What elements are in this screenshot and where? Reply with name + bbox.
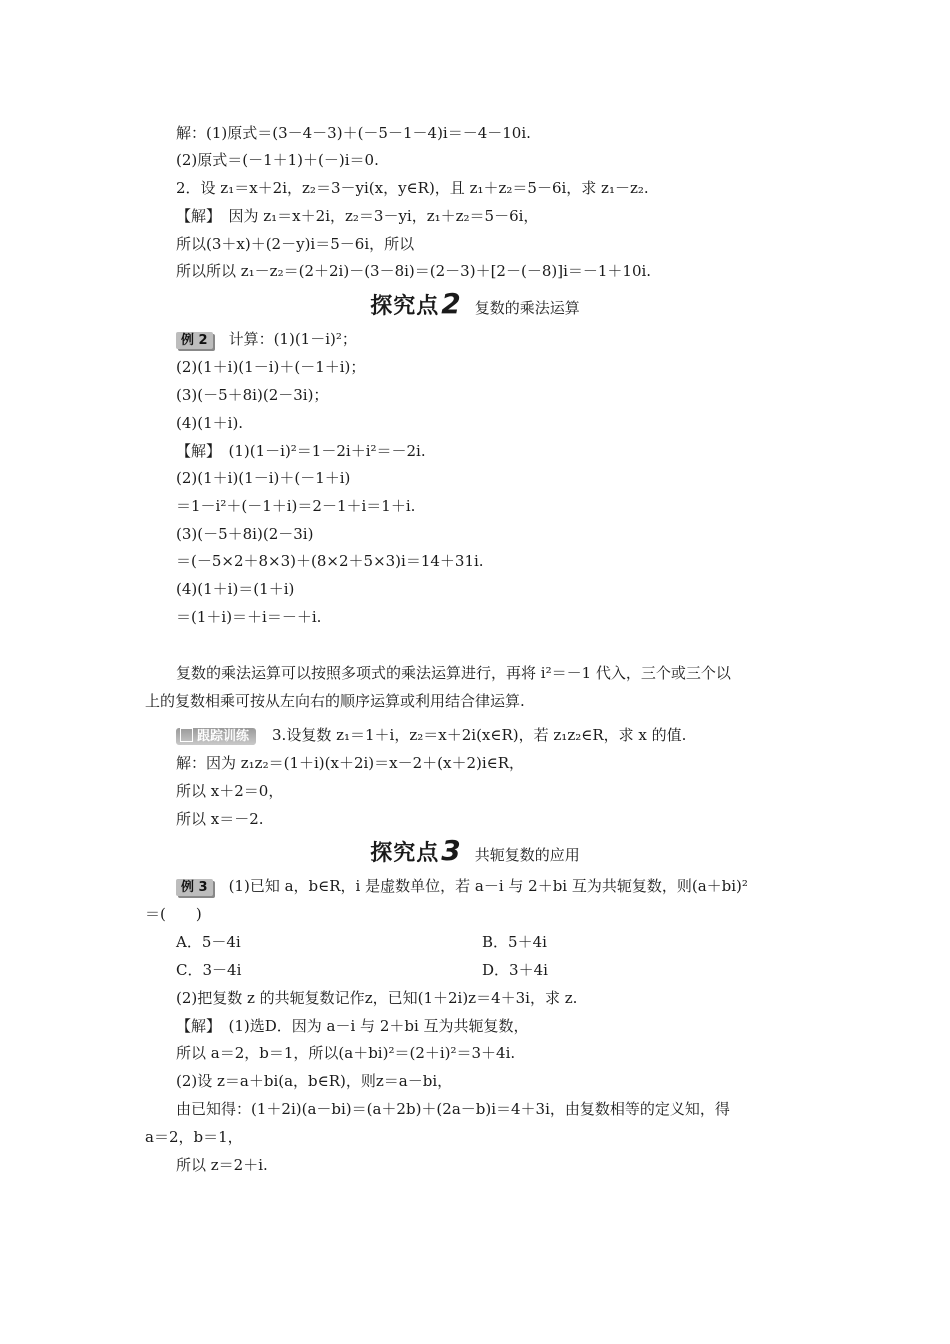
exercise-text: 3.设复数 z₁＝1＋i，z₂＝x＋2i(x∈R)，若 z₁z₂∈R，求 x 的值. [272,726,687,744]
method-note: 复数的乘法运算可以按照多项式的乘法运算进行，再将 i²＝－1 代入，三个或三个以 [176,664,731,682]
solution-line: 所以所以 z₁－z₂＝(2＋2i)－(3－8i)＝(2－3)＋[2－(－8)]i＝－1＋10i. [176,262,652,280]
method-note: 上的复数相乘可按从左向右的顺序运算或利用结合律运算. [145,692,525,710]
section-title: 探究点 [370,294,440,319]
option-d: D．3＋4i [482,961,548,979]
solution-line: ＝(1＋i)＝＋i＝－＋i. [176,608,322,626]
solution-line: (4)(1＋i)＝(1＋i) [176,580,295,598]
solution-line: (2)设 z＝a＋bi(a，b∈R)，则z＝a－bi， [176,1072,453,1090]
section-subtitle: 共轭复数的应用 [474,846,580,864]
section-subtitle: 复数的乘法运算 [474,299,580,317]
notebook-icon [180,728,193,742]
section-number: 2 [441,287,461,320]
question-line: (4)(1＋i). [176,414,244,432]
solution-line: (2)(1＋i)(1－i)＋(－1＋i) [176,469,351,487]
question-line: ＝( ) [145,905,202,923]
question-text: (1)已知 a，b∈R，i 是虚数单位，若 a－i 与 2＋bi 互为共轭复数，则(a＋bi)² [228,877,748,895]
solution-line: (2)原式＝(－1＋1)＋(－)i＝0. [176,151,379,169]
solution-line: 所以 a＝2，b＝1，所以(a＋bi)²＝(2＋i)²＝3＋4i. [176,1044,516,1062]
section-heading-3 [0,834,950,867]
option-b: B．5＋4i [482,933,547,951]
question-line: (2)把复数 z 的共轭复数记作z，已知(1＋2i)z＝4＋3i，求 z. [176,989,578,1007]
solution-line: 【解】 (1)选D．因为 a－i 与 2＋bi 互为共轭复数， [176,1017,529,1035]
option-row [176,932,241,952]
example-3-question [176,876,748,896]
solution-line: (3)(－5＋8i)(2－3i) [176,525,314,543]
section-number: 3 [441,834,461,867]
section-title: 探究点 [370,841,440,866]
solution-line: 解：因为 z₁z₂＝(1＋i)(x＋2i)＝x－2＋(x＋2)i∈R， [176,754,525,772]
section-heading-2 [0,287,950,320]
option-row [176,960,241,980]
example-badge: 例 3 [176,879,213,896]
question-line: (3)(－5＋8i)(2－3i)； [176,386,329,404]
example-badge: 例 2 [176,332,213,349]
solution-line: 解：(1)原式＝(3－4－3)＋(－5－1－4)i＝－4－10i. [176,124,531,142]
solution-line: 所以 x＋2＝0， [176,782,284,800]
option-a: A．5－4i [176,933,241,951]
solution-line: 由已知得：(1＋2i)(a－bi)＝(a＋2b)＋(2a－b)i＝4＋3i，由复数相等的定义知，得 [176,1100,730,1118]
solution-line: a＝2，b＝1， [145,1128,243,1146]
solution-line: ＝(－5×2＋8×3)＋(8×2＋5×3)i＝14＋31i. [176,552,484,570]
problem-2: 2．设 z₁＝x＋2i，z₂＝3－yi(x，y∈R)，且 z₁＋z₂＝5－6i，求 z₁－z₂. [176,179,649,197]
tracking-exercise [176,725,686,745]
option-c: C．3－4i [176,961,242,979]
question-text: 计算：(1)(1－i)²； [228,330,357,348]
solution-line: 所以 x＝－2. [176,810,264,828]
example-2-question [176,329,357,349]
solution-line: 所以 z＝2＋i. [176,1156,268,1174]
solution-line: 所以(3＋x)＋(2－y)i＝5－6i，所以 [176,235,415,253]
solution-line: 【解】 因为 z₁＝x＋2i，z₂＝3－yi，z₁＋z₂＝5－6i， [176,207,539,225]
tracking-badge: 跟踪训练 [176,728,256,745]
solution-line: ＝1－i²＋(－1＋i)＝2－1＋i＝1＋i. [176,497,416,515]
solution-line: 【解】 (1)(1－i)²＝1－2i＋i²＝－2i. [176,442,426,460]
question-line: (2)(1＋i)(1－i)＋(－1＋i)； [176,358,366,376]
